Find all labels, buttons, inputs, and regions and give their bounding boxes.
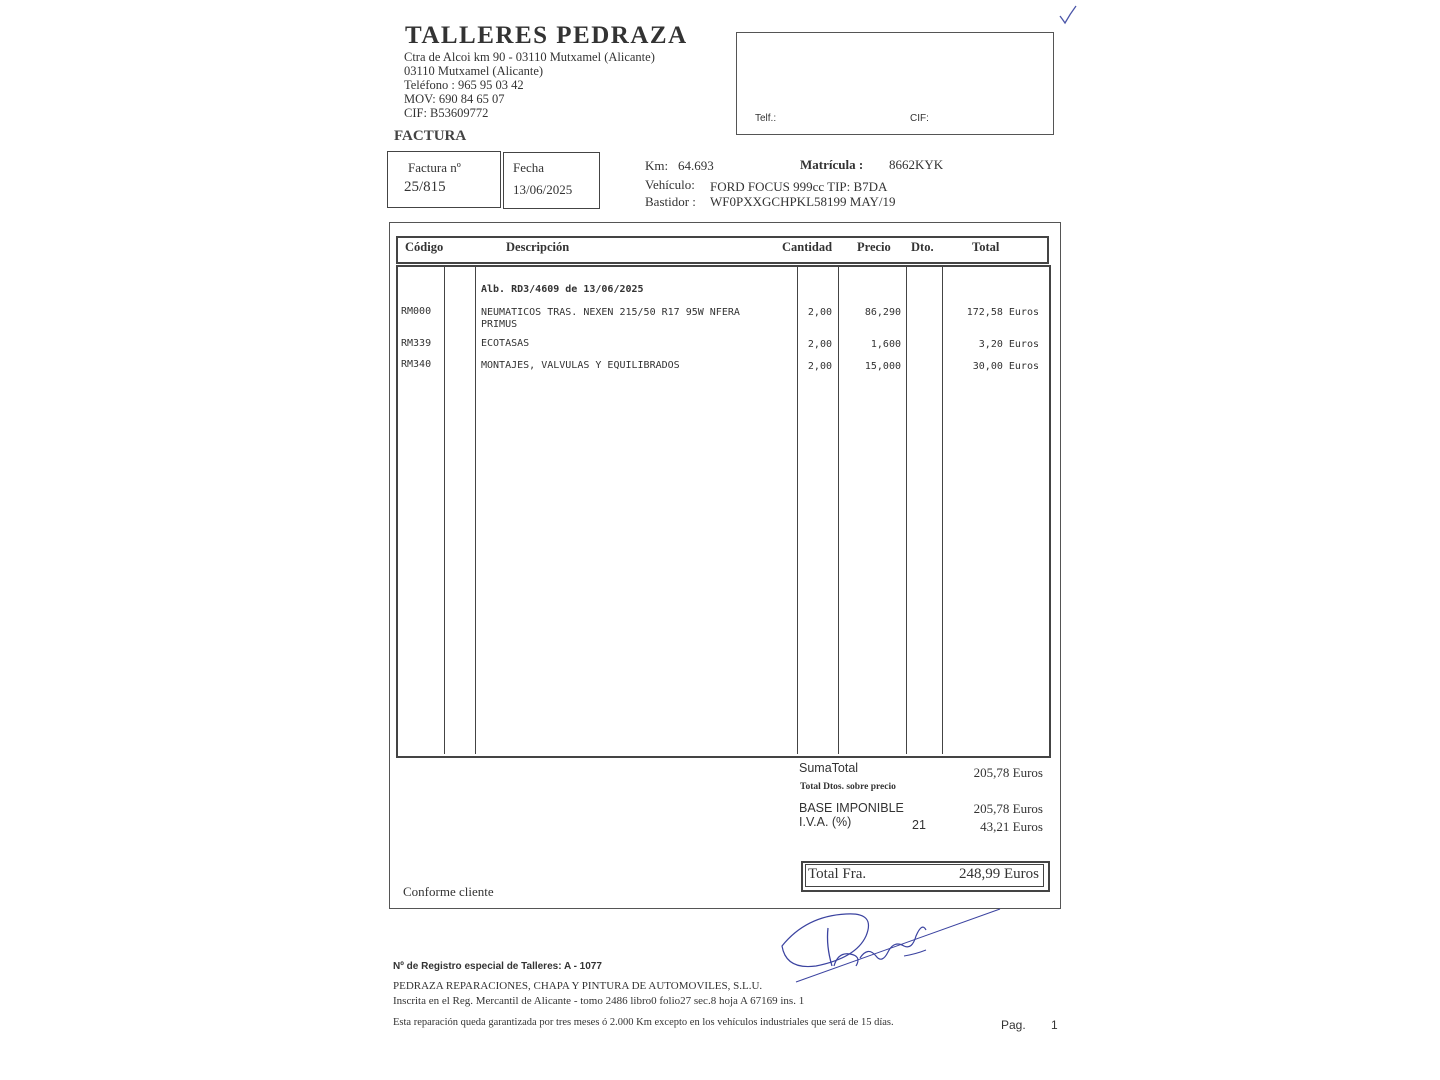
tax-base-label: BASE IMPONIBLE <box>799 801 904 815</box>
mercantile-registration: Inscrita en el Reg. Mercantil de Alicante - tomo 2486 libro0 folio27 sec.8 hoja A 67169 ins. 1 <box>393 995 805 1007</box>
subtotal-value: 205,78 Euros <box>973 765 1043 780</box>
header-code: Código <box>405 240 444 254</box>
vat-rate: 21 <box>912 818 926 832</box>
invoice-number: 25/815 <box>404 179 446 195</box>
company-legal-name: PEDRAZA REPARACIONES, CHAPA Y PINTURA DE AUTOMOVILES, S.L.U. <box>393 980 763 992</box>
company-mobile: MOV: 690 84 65 07 <box>404 92 505 106</box>
company-address-line1: Ctra de Alcoi km 90 - 03110 Mutxamel (Alicante) <box>404 50 655 64</box>
client-conformity-label: Conforme cliente <box>403 884 494 899</box>
row-price: 1,600 <box>870 339 901 350</box>
km-value: 64.693 <box>678 158 714 173</box>
company-address-line2: 03110 Mutxamel (Alicante) <box>404 64 544 78</box>
plate-value: 8662KYK <box>889 157 944 172</box>
page-number: 1 <box>1051 1018 1058 1032</box>
chassis-value: WF0PXXGCHPKL58199 MAY/19 <box>710 194 896 209</box>
row-quantity: 2,00 <box>807 361 832 372</box>
client-box <box>736 32 1054 135</box>
invoice-number-label: Factura nº <box>408 160 461 175</box>
column-divider <box>444 266 445 754</box>
row-description: MONTAJES, VALVULAS Y EQUILIBRADOS <box>481 360 680 371</box>
row-total: 172,58 Euros <box>966 307 1039 318</box>
company-name: TALLERES PEDRAZA <box>405 22 688 49</box>
delivery-note: Alb. RD3/4609 de 13/06/2025 <box>481 284 644 295</box>
invoice-date-label: Fecha <box>513 160 545 175</box>
vehicle-value: FORD FOCUS 999cc TIP: B7DA <box>710 179 888 194</box>
row-total: 3,20 Euros <box>978 339 1039 350</box>
total-label: Total Fra. <box>808 866 867 882</box>
total-value: 248,99 Euros <box>959 866 1039 882</box>
client-telf-label: Telf.: <box>755 113 777 124</box>
company-phone: Teléfono : 965 95 03 42 <box>404 78 524 92</box>
warranty-notice: Esta reparación queda garantizada por tres meses ó 2.000 Km excepto en los vehículos industriales que será de 15 días. <box>393 1017 894 1028</box>
table-header <box>396 236 1049 264</box>
row-total: 30,00 Euros <box>972 361 1039 372</box>
check-mark-icon <box>1058 4 1080 26</box>
row-quantity: 2,00 <box>807 339 832 350</box>
column-divider <box>942 266 943 754</box>
row-code: RM000 <box>401 306 432 317</box>
chassis-label: Bastidor : <box>645 194 696 209</box>
column-divider <box>838 266 839 754</box>
subtotal-label: SumaTotal <box>799 761 859 775</box>
column-divider <box>906 266 907 754</box>
vat-label: I.V.A. (%) <box>799 815 852 829</box>
header-description: Descripción <box>506 240 570 254</box>
tax-base-value: 205,78 Euros <box>973 801 1043 816</box>
row-description: NEUMATICOS TRAS. NEXEN 215/50 R17 95W NFERA PRIMUS <box>481 307 740 330</box>
signature-icon <box>776 906 1006 984</box>
row-price: 86,290 <box>864 307 901 318</box>
km-label: Km: <box>645 158 669 173</box>
vehicle-label: Vehículo: <box>645 177 695 192</box>
row-code: RM340 <box>401 359 432 370</box>
page-label: Pag. <box>1001 1018 1026 1032</box>
header-quantity: Cantidad <box>782 240 833 254</box>
row-price: 15,000 <box>864 361 901 372</box>
company-cif: CIF: B53609772 <box>404 106 489 120</box>
document-type: FACTURA <box>394 128 467 144</box>
discounts-label: Total Dtos. sobre precio <box>800 782 896 792</box>
vat-amount: 43,21 Euros <box>980 819 1043 834</box>
header-price: Precio <box>857 240 891 254</box>
client-cif-label: CIF: <box>910 113 929 124</box>
column-divider <box>797 266 798 754</box>
invoice-date: 13/06/2025 <box>513 182 573 197</box>
workshop-registry: Nº de Registro especial de Talleres: A - 1077 <box>393 961 602 972</box>
row-description: ECOTASAS <box>481 338 530 349</box>
header-discount: Dto. <box>911 240 934 254</box>
header-total: Total <box>972 240 1000 254</box>
plate-label: Matrícula : <box>800 157 864 172</box>
row-quantity: 2,00 <box>807 307 832 318</box>
row-code: RM339 <box>401 338 432 349</box>
column-divider <box>475 266 476 754</box>
